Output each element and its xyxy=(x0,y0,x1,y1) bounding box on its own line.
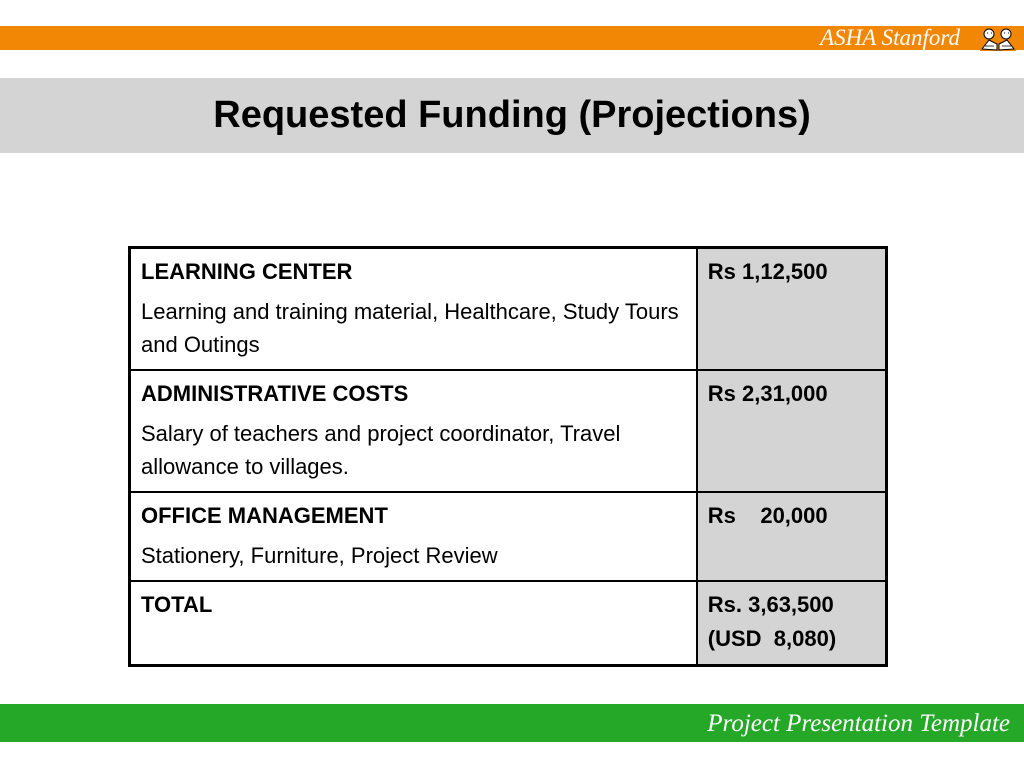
row-detail: Learning and training material, Healthcare, Study Tours and Outings xyxy=(141,299,679,357)
row-title: LEARNING CENTER xyxy=(141,259,353,284)
row-title: OFFICE MANAGEMENT xyxy=(141,503,388,528)
row-description-cell xyxy=(130,248,697,371)
row-detail: Salary of teachers and project coordinator, Travel allowance to villages. xyxy=(141,421,621,479)
total-amount-cell xyxy=(697,581,887,666)
row-title: ADMINISTRATIVE COSTS xyxy=(141,381,409,406)
total-label-cell xyxy=(130,581,697,666)
row-amount: Rs 20,000 xyxy=(707,503,828,528)
table-row-total xyxy=(130,581,887,666)
footer-bar xyxy=(0,704,1024,742)
total-amount: Rs. 3,63,500 xyxy=(707,592,834,617)
table-row xyxy=(130,492,887,581)
title-band xyxy=(0,78,1024,153)
total-amount-usd: (USD 8,080) xyxy=(707,626,837,651)
row-amount-cell xyxy=(697,492,887,581)
children-reading-logo-icon xyxy=(980,27,1016,51)
table-row xyxy=(130,370,887,492)
row-amount: Rs 2,31,000 xyxy=(707,381,828,406)
table-row xyxy=(130,248,887,371)
funding-table xyxy=(128,246,888,667)
slide-title: Requested Funding (Projections) xyxy=(213,94,811,136)
footer-brand: Project Presentation Template xyxy=(707,710,1010,737)
row-amount: Rs 1,12,500 xyxy=(707,259,828,284)
total-label: TOTAL xyxy=(141,592,213,617)
row-amount-cell xyxy=(697,248,887,371)
row-amount-cell xyxy=(697,370,887,492)
row-description-cell xyxy=(130,370,697,492)
header-bar xyxy=(0,26,1024,50)
row-detail: Stationery, Furniture, Project Review xyxy=(141,543,498,568)
row-description-cell xyxy=(130,492,697,581)
header-brand: ASHA Stanford xyxy=(820,25,960,50)
